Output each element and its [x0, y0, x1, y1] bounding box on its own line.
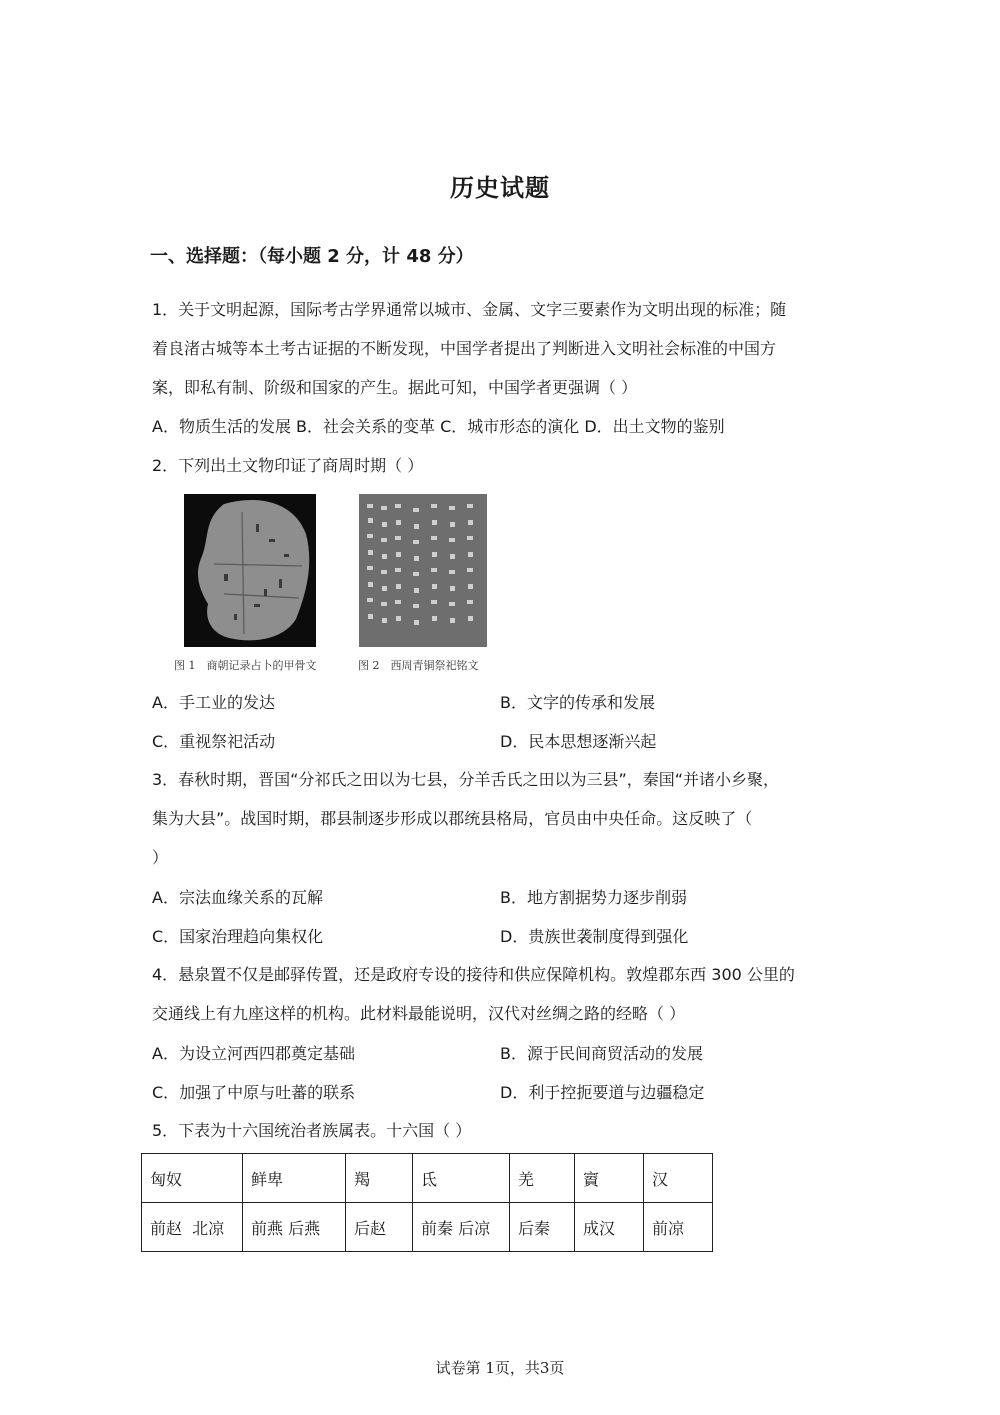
- table-header-cell: 羯: [346, 1154, 413, 1203]
- q3-option-b: B．地方割据势力逐步削弱: [500, 888, 687, 907]
- table-header-cell: 鲜卑: [243, 1154, 346, 1203]
- table-cell: 成汉: [575, 1203, 644, 1252]
- q1-line-3: 案，即私有制、阶级和国家的产生。据此可知，中国学者更强调（ ）: [152, 378, 638, 397]
- figure-1-caption: 图 1 商朝记录占卜的甲骨文: [174, 659, 317, 672]
- table-header-cell: 羌: [510, 1154, 575, 1203]
- figure-2-caption: 图 2 西周青铜祭祀铭文: [358, 659, 479, 672]
- q2-stem: 2．下列出土文物印证了商周时期（ ）: [152, 456, 424, 475]
- ethnicity-table: [141, 1153, 713, 1252]
- q4-option-a: A．为设立河西四郡奠定基础: [152, 1044, 355, 1063]
- q2-option-c: C．重视祭祀活动: [152, 732, 276, 751]
- table-cell: 前燕 后燕: [243, 1203, 346, 1252]
- q4-option-c: C．加强了中原与吐蕃的联系: [152, 1083, 356, 1102]
- q5-stem: 5．下表为十六国统治者族属表。十六国（ ）: [152, 1121, 472, 1140]
- table-header-cell: 賨: [575, 1154, 644, 1203]
- bronze-inscription-image: [359, 494, 487, 647]
- section-heading: 一、选择题：（每小题 2 分，计 48 分）: [150, 246, 474, 267]
- table-cell: 前凉: [644, 1203, 713, 1252]
- table-cell: 后赵: [346, 1203, 413, 1252]
- q4-line-1: 4．悬泉置不仅是邮驿传置，还是政府专设的接待和供应保障机构。敦煌郡东西 300 公里的: [152, 965, 795, 984]
- page-title: 历史试题: [450, 174, 550, 202]
- table-header-cell: 氐: [413, 1154, 510, 1203]
- q3-line-1: 3．春秋时期，晋国“分祁氏之田以为七县，分羊舌氏之田以为三县”，秦国“并诸小乡聚，: [152, 770, 780, 789]
- q3-line-3: ）: [152, 848, 169, 867]
- q4-line-2: 交通线上有九座这样的机构。此材料最能说明，汉代对丝绸之路的经略（ ）: [152, 1004, 686, 1023]
- q1-line-2: 着良渚古城等本土考古证据的不断发现，中国学者提出了判断进入文明社会标准的中国方: [152, 339, 777, 358]
- oracle-bone-image: [184, 494, 316, 647]
- q4-option-d: D．利于控扼要道与边疆稳定: [500, 1083, 705, 1102]
- q3-line-2: 集为大县”。战国时期，郡县制逐步形成以郡统县格局，官员由中央任命。这反映了（: [152, 809, 753, 828]
- q3-option-d: D．贵族世袭制度得到强化: [500, 927, 689, 946]
- q2-option-b: B．文字的传承和发展: [500, 693, 655, 712]
- table-header-row: [142, 1154, 713, 1203]
- q2-option-d: D．民本思想逐渐兴起: [500, 732, 657, 751]
- q1-options: A．物质生活的发展 B．社会关系的变革 C．城市形态的演化 D．出土文物的鉴别: [152, 417, 725, 436]
- table-row: [142, 1203, 713, 1252]
- q3-option-c: C．国家治理趋向集权化: [152, 927, 324, 946]
- table-cell: 后秦: [510, 1203, 575, 1252]
- q1-line-1: 1．关于文明起源，国际考古学界通常以城市、金属、文字三要素作为文明出现的标准；随: [152, 300, 787, 319]
- table-cell: 前秦 后凉: [413, 1203, 510, 1252]
- q2-option-a: A．手工业的发达: [152, 693, 275, 712]
- table-cell: 前赵 北凉: [142, 1203, 243, 1252]
- page-footer: 试卷第 1页，共3页: [435, 1359, 565, 1377]
- table-header-cell: 汉: [644, 1154, 713, 1203]
- q3-option-a: A．宗法血缘关系的瓦解: [152, 888, 323, 907]
- table-header-cell: 匈奴: [142, 1154, 243, 1203]
- q4-option-b: B．源于民间商贸活动的发展: [500, 1044, 703, 1063]
